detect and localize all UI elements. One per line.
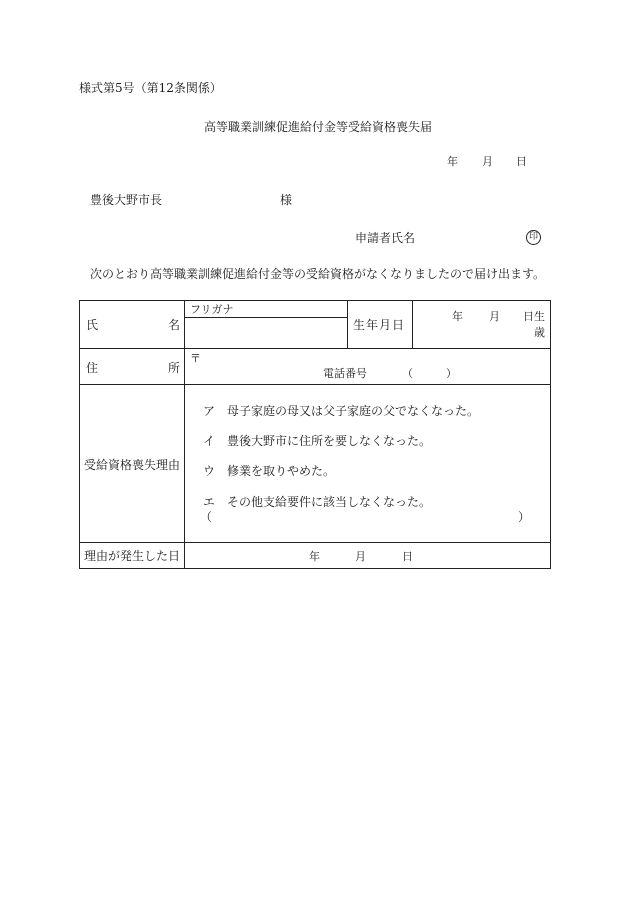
other-reason-close-paren: ）	[518, 510, 531, 524]
birth-year-label: 年	[452, 310, 463, 323]
row-divider-1	[80, 348, 550, 349]
row-divider-2	[80, 384, 550, 385]
address-label-1: 住	[86, 361, 99, 375]
occurred-day-label: 日	[402, 550, 413, 563]
occurred-year-label: 年	[309, 550, 320, 563]
label-column-divider	[184, 301, 185, 568]
statement-text: 次のとおり高等職業訓練促進給付金等の受給資格がなくなりましたので届け出ます。	[90, 267, 546, 281]
furigana-divider	[184, 317, 347, 318]
form-title: 高等職業訓練促進給付金等受給資格喪失届	[204, 120, 433, 134]
date-day-label: 日	[516, 155, 527, 168]
applicant-name-label: 申請者氏名	[355, 231, 416, 245]
name-label-1: 氏	[86, 318, 99, 332]
name-field[interactable]	[188, 330, 346, 346]
birth-month-label: 月	[489, 310, 500, 323]
occurred-date-label: 理由が発生した日	[84, 549, 181, 563]
recipient-name: 豊後大野市長	[90, 193, 163, 207]
recipient-honorific: 様	[280, 193, 293, 207]
reason-option-u[interactable]: ウ 修業を取りやめた。	[203, 464, 336, 478]
date-year-label: 年	[447, 155, 458, 168]
name-label-2: 名	[168, 318, 181, 332]
date-month-label: 月	[482, 155, 493, 168]
reason-label: 受給資格喪失理由	[84, 458, 181, 472]
age-label: 歳	[534, 326, 545, 339]
seal-mark: 印	[526, 230, 541, 245]
address-label-2: 所	[168, 361, 181, 375]
phone-parens: （ ）	[402, 367, 457, 380]
form-number: 様式第5号（第12条関係）	[79, 81, 222, 95]
phone-label: 電話番号	[323, 367, 367, 380]
reason-option-a[interactable]: ア 母子家庭の母又は父子家庭の父でなくなった。	[203, 404, 480, 418]
birthdate-label: 生年月日	[353, 318, 406, 332]
postal-mark: 〒	[190, 352, 201, 365]
occurred-month-label: 月	[355, 550, 366, 563]
form-table	[79, 300, 551, 569]
birthdate-divider-left	[347, 301, 348, 348]
birthdate-divider-right	[412, 301, 413, 348]
furigana-label: フリガナ	[190, 303, 234, 316]
row-divider-3	[80, 542, 550, 543]
reason-option-i[interactable]: イ 豊後大野市に住所を要しなくなった。	[203, 434, 432, 448]
reason-option-e[interactable]: エ その他支給要件に該当しなくなった。	[203, 495, 432, 509]
other-reason-open-paren: （	[200, 510, 213, 524]
birth-day-label: 日生	[523, 310, 545, 323]
